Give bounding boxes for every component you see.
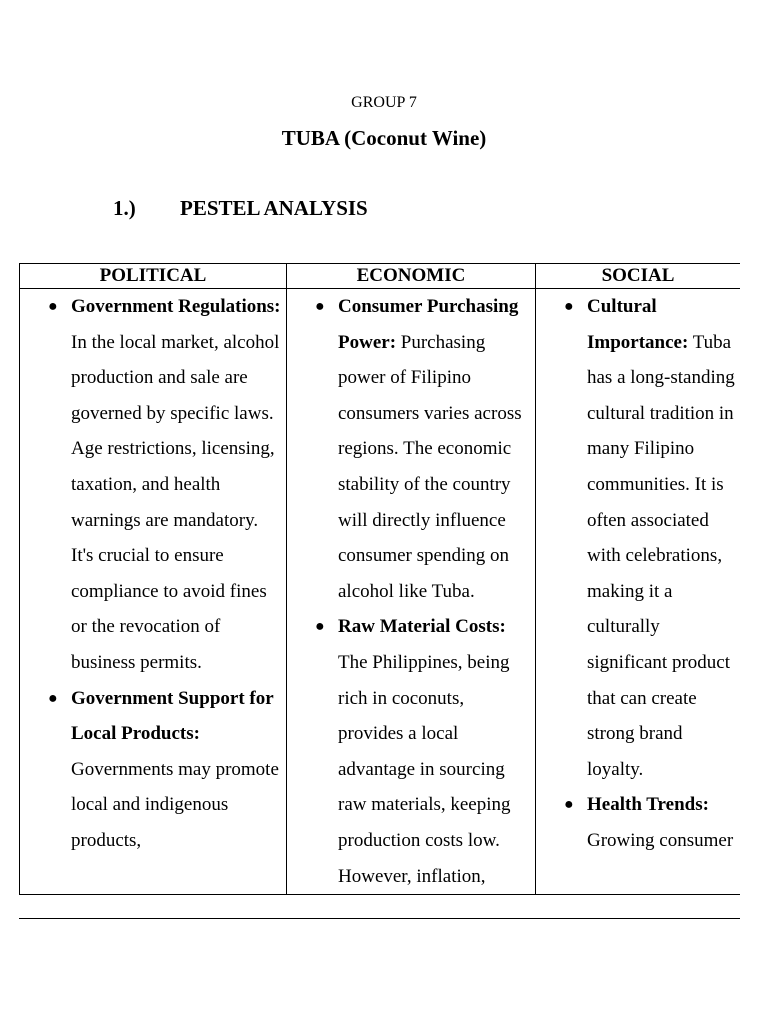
economic-list	[287, 289, 535, 894]
column-header-social: SOCIAL	[536, 264, 741, 289]
item-heading: Health Trends:	[587, 794, 709, 816]
list-item	[20, 681, 286, 859]
economic-cell	[287, 289, 536, 895]
column-header-economic: ECONOMIC	[287, 264, 536, 289]
list-item	[536, 289, 740, 787]
section-number: 1.)	[113, 196, 136, 220]
item-heading: Government Regulations:	[71, 296, 281, 317]
section-heading	[113, 196, 368, 221]
section-title: PESTEL ANALYSIS	[180, 196, 368, 220]
document-title: TUBA (Coconut Wine)	[281, 126, 487, 150]
table-row	[20, 289, 741, 895]
bullet-icon: ●	[315, 618, 325, 636]
group-label: GROUP 7	[351, 94, 417, 111]
social-cell	[536, 289, 741, 895]
item-heading: Consumer Purchasing Power:	[338, 296, 519, 353]
pestel-table	[19, 263, 740, 895]
item-text: Growing consumer	[587, 829, 734, 851]
bullet-icon: ●	[564, 796, 574, 814]
column-header-political: POLITICAL	[20, 264, 287, 289]
item-text: Purchasing power of Filipino consumers varies across regions. The economic stability of the country will directly influence consumer spending on alcohol like Tuba.	[338, 331, 522, 602]
item-text: The Philippines, being rich in coconuts, provides a local advantage in sourcing raw materials, keeping production costs low. However, inflation,	[338, 651, 511, 887]
item-heading: Raw Material Costs:	[338, 616, 506, 638]
bullet-icon: ●	[564, 298, 574, 315]
item-text: In the local market, alcohol production and sale are governed by specific laws. Age restrictions, licensing, taxation, and health warnings are mandatory. It's crucial to ensure compliance to avoid fines or the revocation of business permits.	[71, 331, 280, 673]
table-header-row	[20, 264, 741, 289]
political-cell	[20, 289, 287, 895]
bullet-icon: ●	[315, 298, 325, 315]
item-heading: Government Support for Local Products:	[71, 687, 274, 745]
item-text: Governments may promote local and indigenous products,	[71, 758, 279, 851]
list-item	[536, 787, 740, 858]
bullet-icon: ●	[48, 298, 58, 315]
item-text: Tuba has a long-standing cultural tradition in many Filipino communities. It is often associated with celebrations, making it a culturally significant product that can create strong brand loyalty.	[587, 331, 735, 780]
list-item	[287, 609, 535, 894]
bullet-icon: ●	[48, 689, 58, 707]
social-list	[536, 289, 740, 859]
list-item	[20, 289, 286, 681]
political-list	[20, 289, 286, 859]
pestel-table-wrapper	[19, 263, 740, 919]
list-item	[287, 289, 535, 609]
item-heading: Cultural Importance:	[587, 296, 689, 353]
